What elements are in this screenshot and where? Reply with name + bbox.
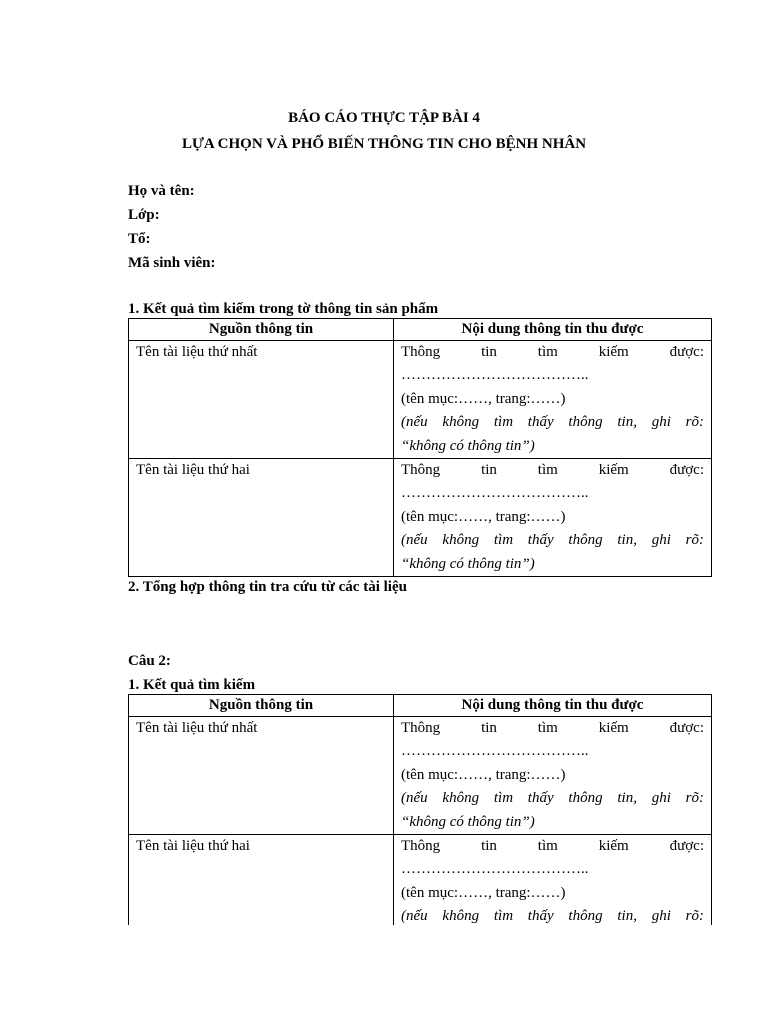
search-results-table-1 xyxy=(128,318,712,577)
table-header-row xyxy=(129,319,712,341)
table-row xyxy=(129,459,712,577)
source-cell: Tên tài liệu thứ nhất xyxy=(129,341,394,459)
dots-line: ……………………………….. xyxy=(401,367,589,384)
table-row xyxy=(129,341,712,459)
note-line-2: “không có thông tin”) xyxy=(401,813,535,830)
content-cell xyxy=(394,459,712,577)
search-results-table-2 xyxy=(128,694,712,925)
field-student-id: Mã sinh viên: xyxy=(128,255,216,271)
section2-heading: 2. Tổng hợp thông tin tra cứu từ các tài liệu xyxy=(128,579,407,595)
content-cell xyxy=(394,717,712,835)
ref-line: (tên mục:……, trang:……) xyxy=(401,884,566,901)
found-label: Thông tin tìm kiếm được: xyxy=(401,462,704,479)
field-group: Tổ: xyxy=(128,231,151,247)
source-cell: Tên tài liệu thứ hai xyxy=(129,835,394,925)
field-class: Lớp: xyxy=(128,207,160,223)
found-label: Thông tin tìm kiếm được: xyxy=(401,838,704,855)
note-line: (nếu không tìm thấy thông tin, ghi rõ: xyxy=(401,908,704,925)
note-line: (nếu không tìm thấy thông tin, ghi rõ: xyxy=(401,532,704,549)
header-content: Nội dung thông tin thu được xyxy=(394,695,712,717)
dots-line: ……………………………….. xyxy=(401,861,589,878)
found-label: Thông tin tìm kiếm được: xyxy=(401,344,704,360)
section1-heading: 1. Kết quả tìm kiếm trong tờ thông tin sản phẩm xyxy=(128,301,439,317)
ref-line: (tên mục:……, trang:……) xyxy=(401,508,566,525)
ref-line: (tên mục:……, trang:……) xyxy=(401,390,566,407)
table-row xyxy=(129,717,712,835)
source-cell: Tên tài liệu thứ hai xyxy=(129,459,394,577)
field-name: Họ và tên: xyxy=(128,183,195,199)
note-line-2: “không có thông tin”) xyxy=(401,437,535,454)
dots-line: ……………………………….. xyxy=(401,743,589,760)
note-line: (nếu không tìm thấy thông tin, ghi rõ: xyxy=(401,790,704,807)
note-line: (nếu không tìm thấy thông tin, ghi rõ: xyxy=(401,414,704,431)
header-source: Nguồn thông tin xyxy=(129,695,394,717)
report-title: BÁO CÁO THỰC TẬP BÀI 4 xyxy=(288,110,480,126)
dots-line: ……………………………….. xyxy=(401,485,589,502)
search-results-table-2-container xyxy=(128,694,712,925)
report-subtitle: LỰA CHỌN VÀ PHỔ BIẾN THÔNG TIN CHO BỆNH NHÂN xyxy=(181,136,587,152)
ref-line: (tên mục:……, trang:……) xyxy=(401,766,566,783)
content-cell xyxy=(394,341,712,459)
header-source: Nguồn thông tin xyxy=(129,319,394,341)
table-row xyxy=(129,835,712,925)
cau2-label: Câu 2: xyxy=(128,653,171,669)
cau2-section1-heading: 1. Kết quả tìm kiếm xyxy=(128,677,256,693)
source-cell: Tên tài liệu thứ nhất xyxy=(129,717,394,835)
header-content: Nội dung thông tin thu được xyxy=(394,319,712,341)
content-cell xyxy=(394,835,712,925)
found-label: Thông tin tìm kiếm được: xyxy=(401,720,704,736)
note-line-2: “không có thông tin”) xyxy=(401,555,535,572)
table-header-row xyxy=(129,695,712,717)
